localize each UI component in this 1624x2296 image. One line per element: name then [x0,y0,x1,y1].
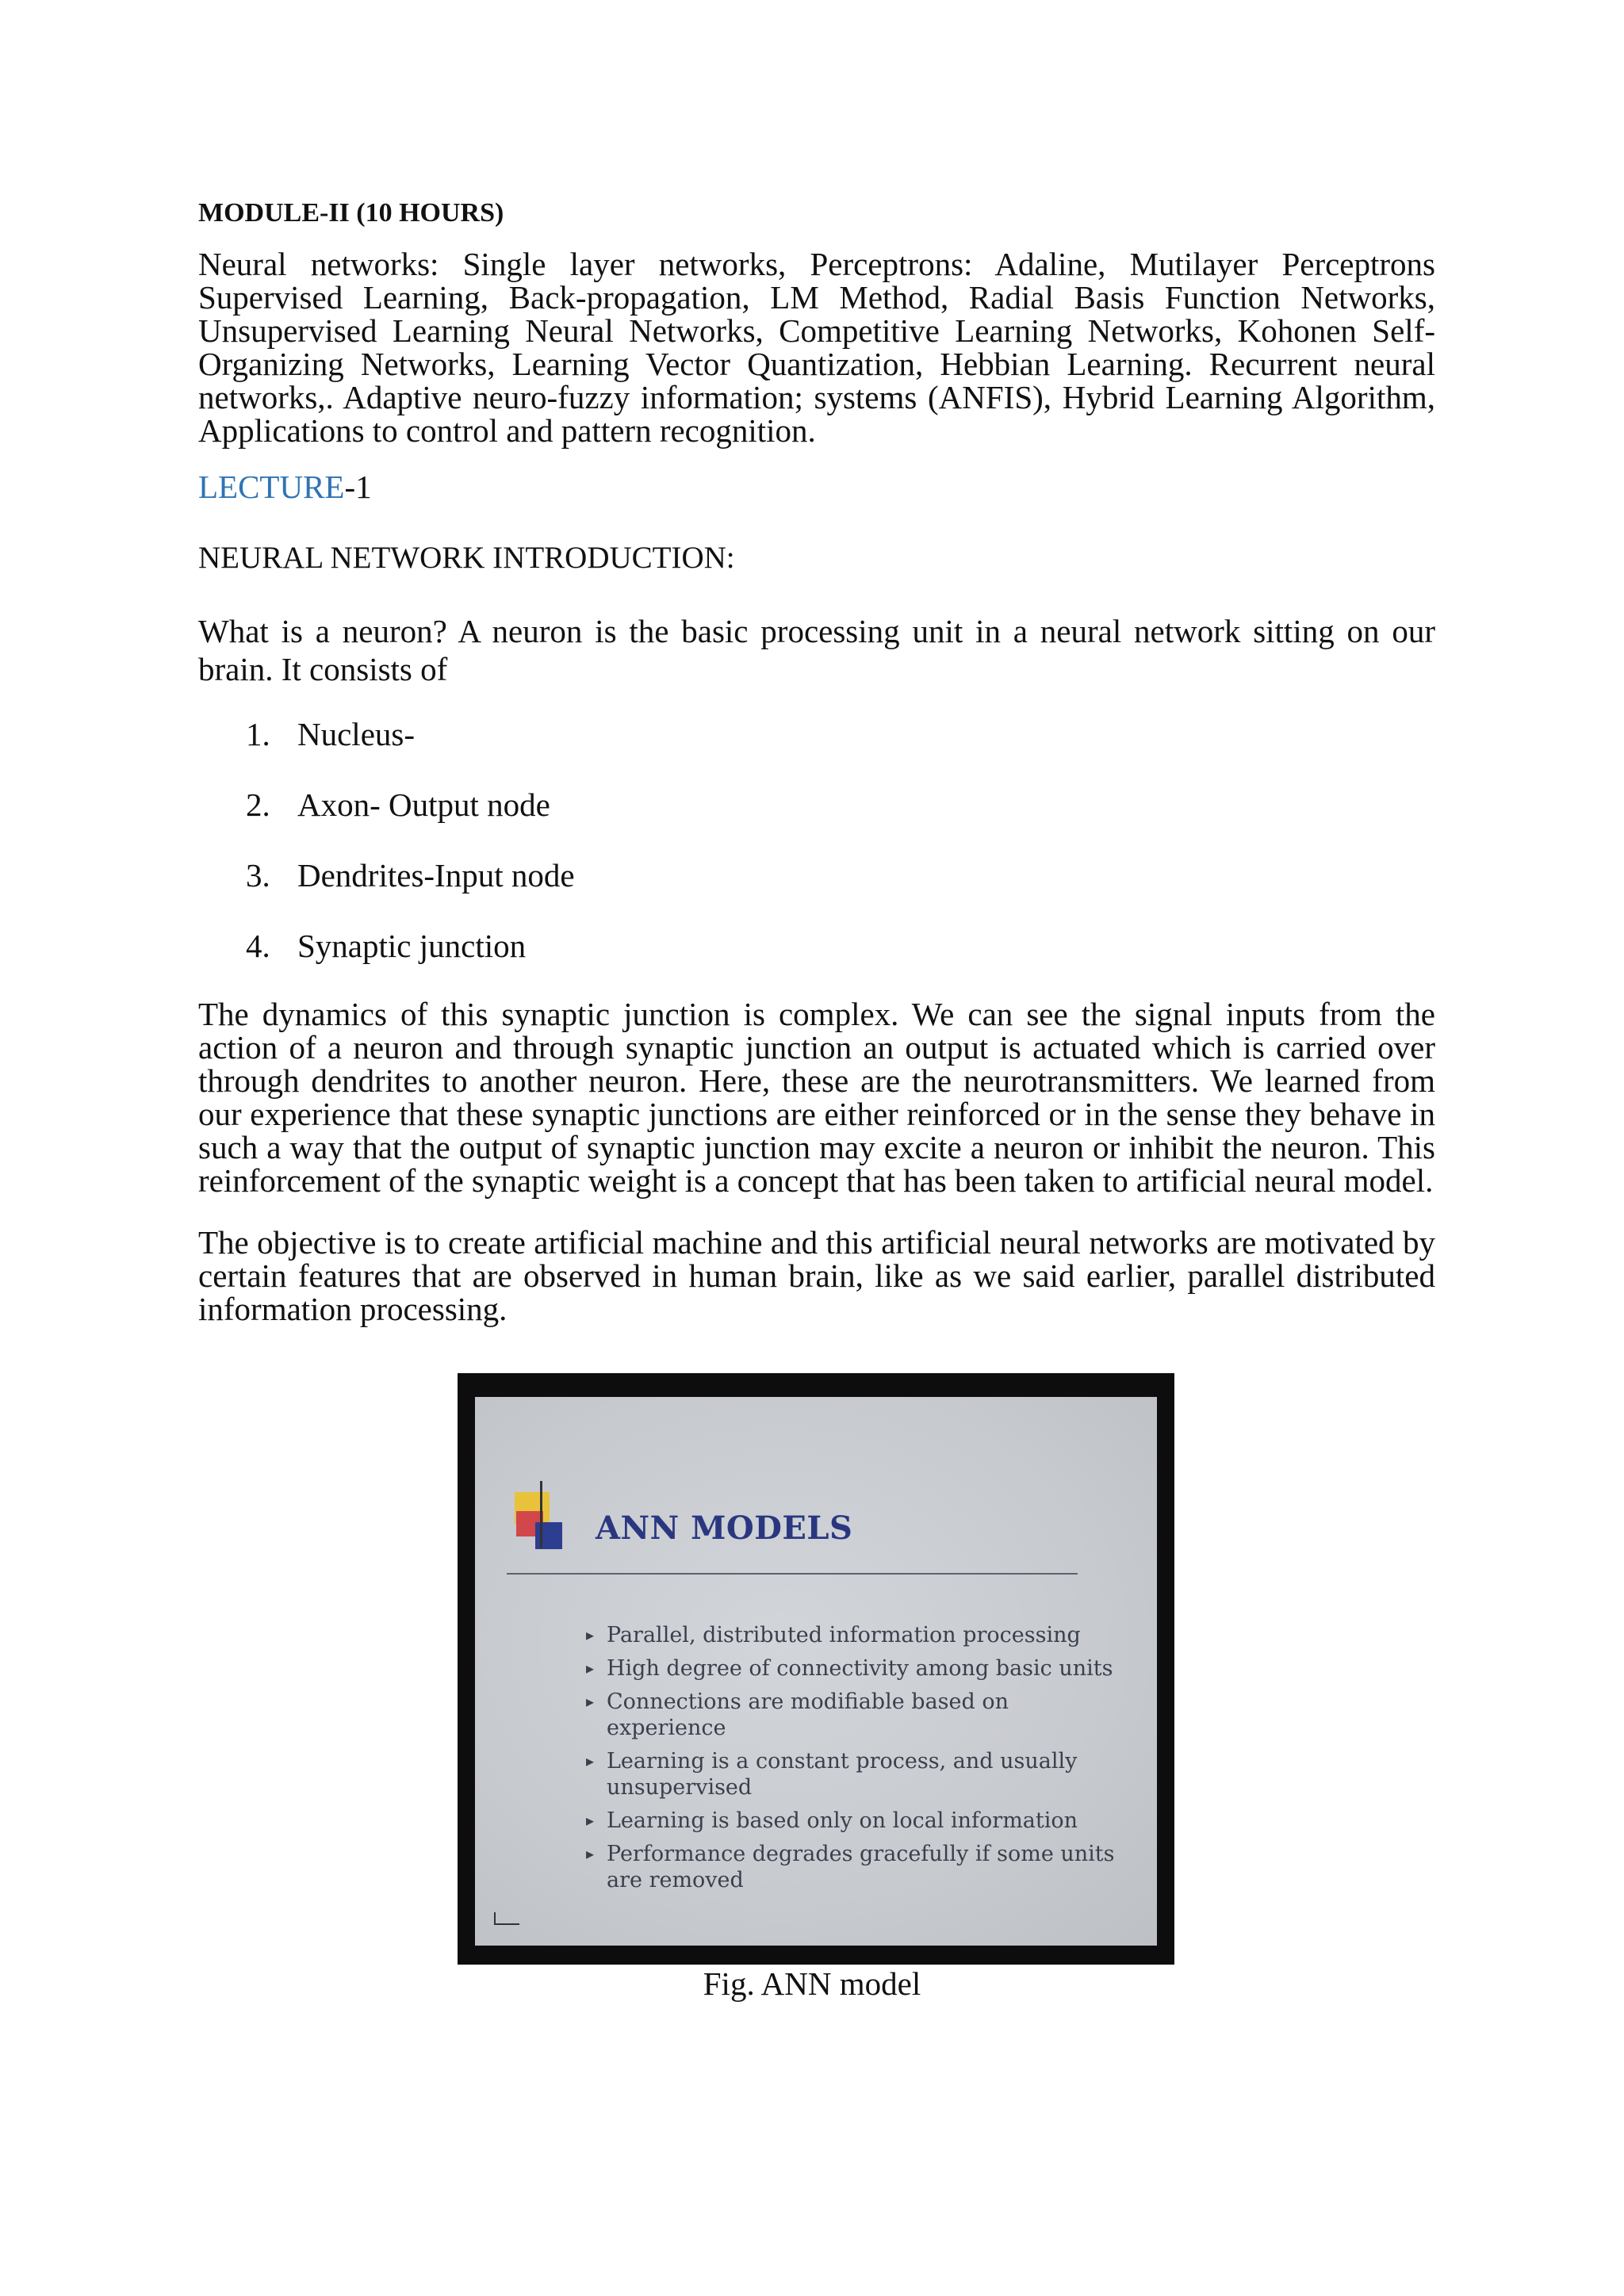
slide-title: ANN MODELS [596,1510,853,1547]
slide-corner-mark-icon [494,1912,519,1925]
slide-divider [507,1573,1078,1575]
list-item-text: Synaptic junction [297,928,527,964]
section-heading: NEURAL NETWORK INTRODUCTION: [198,541,735,575]
module-title: MODULE-II (10 HOURS) [198,198,504,228]
list-item-text: Dendrites-Input node [297,857,575,894]
slide-bullet: ▸ Parallel, distributed information processing [586,1622,1133,1648]
list-item [198,927,1435,965]
list-item-text: Nucleus- [297,716,416,752]
objective-paragraph: The objective is to create artificial machine and this artificial neural networks are motivated by certain features that are observed in human brain, like as we said earlier, parallel distributed information processing. [198,1224,1435,1327]
slide-logo-icon [515,1492,562,1548]
document-body [198,197,1435,1326]
lecture-number: -1 [344,469,372,505]
syllabus-paragraph: Neural networks: Single layer networks, Perceptrons: Adaline, Mutilayer Perceptrons Supervised Learning, Back-propagation, LM Method, Radial Basis Function Networks, Unsupervised Learning Neural Networks, Competitive Learning Networks, Kohonen Self-Organizing Networks, Learning Vector Quantization, Hebbian Learning. Recurrent neural networks,. Adaptive neuro-fuzzy information; systems (ANFIS), Hybrid Learning Algorithm, Applications to control and pattern recognition. [198,246,1435,449]
list-item [198,786,1435,824]
slide [475,1397,1157,1946]
list-item-text: Axon- Output node [297,786,550,823]
list-number: 4. [246,928,270,964]
list-number: 1. [246,716,270,752]
slide-bullet: ▸ High degree of connectivity among basic units [586,1655,1133,1682]
slide-bullet: ▸ Learning is based only on local information [586,1808,1133,1834]
list-number: 3. [246,857,270,894]
list-item [198,715,1435,753]
lecture-word: LECTURE [198,469,345,505]
list-number: 2. [246,786,270,823]
lecture-heading [198,468,1435,506]
slide-bullet: ▸ Learning is a constant process, and usually unsupervised [586,1748,1133,1800]
list-item [198,856,1435,894]
neuron-parts-list [198,715,1435,965]
figure-caption: Fig. ANN model [703,1965,921,2002]
figure-image [458,1373,1174,1965]
dynamics-paragraph: The dynamics of this synaptic junction is complex. We can see the signal inputs from the action of a neuron and through synaptic junction an output is actuated which is carried over through dendrites to another neuron. Here, these are the neurotransmitters. We learned from our experience that these synaptic junctions are either reinforced or in the sense they behave in such a way that the output of synaptic junction may excite a neuron or inhibit the neuron. This reinforcement of the synaptic weight is a concept that has been taken to artificial neural model. [198,996,1435,1199]
slide-bullet: ▸ Performance degrades gracefully if some units are removed [586,1841,1133,1893]
slide-bullet-list [586,1622,1133,1900]
neuron-question-paragraph: What is a neuron? A neuron is the basic processing unit in a neural network sitting on our brain. It consists of [198,613,1435,687]
slide-bullet: ▸ Connections are modifiable based on experience [586,1689,1133,1741]
